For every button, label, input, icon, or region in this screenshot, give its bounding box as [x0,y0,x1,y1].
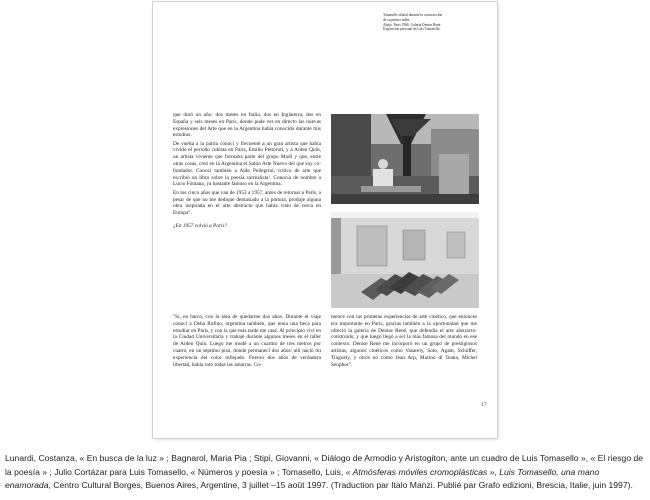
paragraph: que duró un año: dos meses en Italia, dos en Inglaterra, dos en España y seis meses en París, donde pude ver en directo las nuevas expresiones del Arte que en la Argentina había conocido durante mis estudios. [173,112,321,139]
source-citation [5,452,645,493]
interview-question: ¿En 1957 volvió a París? [173,222,228,229]
answer-text-right: mencé con las primeras experiencias de arte cinético, que entonces era importante en París, gracias también a la oportunidad que me ofreció la galería de Denise René, que defendía el arte abstracto-construido, y que luego llegó a ser la más famosa del mundo en ese contexto. Denise René me incorporó en un grupo de prestigiosos artistas, algunos cinéticos como Vasarely, Soto, Agam, Schöffer, Tinguely, y otros no como Jean Arp, Marino di Teana, Michel Seuphor". [331,314,477,368]
workshop-construction-photo [331,114,479,204]
paragraph: En los cinco años que van de 1952 a 1957, antes de retornar a París, a pesar de que no me dedique demasiado a la pintura, produje alguna obra inspirada en el arte abstracto que había visto de cerca en Europa". [173,189,321,217]
citation-italic-title: « Atmósferas móviles cromoplásticas », Luis Tomasello, una mano enamorada [5,466,600,490]
photo-caption [383,13,483,32]
book-page [153,2,497,438]
page-number: 17 [481,402,487,408]
interview-text-column [173,112,321,237]
paragraph: De vuelta a la patria conocí y frecuenté a un gran artista que había vivido el período cubista en París, Emilio Pettoruti, y a Arden Quin, un artista viviente que formaba parte del grupo Madí y que, entre otras cosas, creó en la Argentina el Salón Arte Nuevo del que soy co-fundador. Conocí también a Aldo Pellegrini, crítico de arte que escribió un libro sobre la poesía surrealista¹. Conocía de nombre a Lucio Fontana, ya bastante famoso en la Argentina. [173,140,321,188]
caption-line: Exposición personal de Luis Tomasello. [383,27,441,32]
caption-line: de su primer taller. [383,17,410,22]
answer-text-left: "Sí, en barco, con la idea de quedarme dos años. Durante el viaje conocí a Deba Rufino, argentina también, que tenía una beca para estudiar en París, y con la que más tarde me casé. Al principio viví en la Ciudad Universitaria y trabajé durante algunos meses en el taller de Arden Quin. Luego me mudé a un cuartito de tres metros por cuatro, en un séptimo piso, donde permanecí dos años: allí nació mi experiencia del color reflejado. Fueron dos años de verdadera libertad, había roto todas las amarras. Co- [173,314,321,368]
caption-line: Abajo. París 1966. Galería Denise René. [383,22,442,27]
citation-text: , Centro Cultural Borges, Buenos Aires, Argentine, 3 juillet –15 août 1997. (Traduction par Italo Manzi. Publié par Grafo edizioni, Brescia, Italie, juin 1997). [48,480,633,490]
citation-text: Lunardi, Costanza, « En busca de la luz » ; Bagnarol, Maria Pia ; Stipi, Giovanni, « Diálogo de Armodio y Aristogiton, ante un cuadro de Luis Tomasello », « El riesgo de la poesía » ; Julio Cortázar para Luis Tomasello, « Números y poesía » ; Tomasello, Luis, [5,453,644,477]
gallery-exhibition-photo [331,212,479,308]
caption-line: Tomasello afiatal durante la construcción [383,13,443,17]
